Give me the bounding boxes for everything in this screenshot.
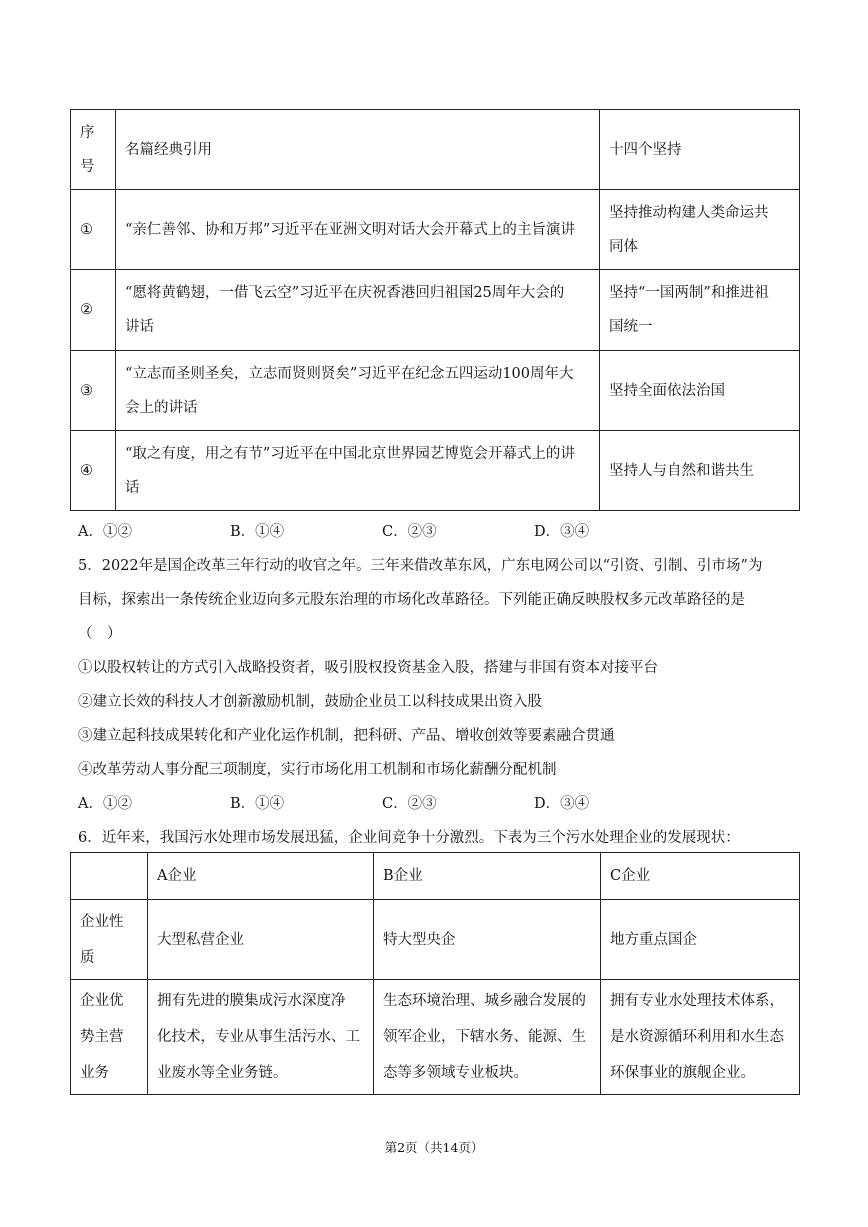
quote-cell: “取之有度，用之有节”习近平在中国北京世界园艺博览会开幕式上的讲 话	[116, 431, 600, 511]
option-d: D．③④	[534, 524, 590, 540]
cell-b: 特大型央企	[374, 900, 601, 980]
option-b: B．①④	[230, 524, 285, 540]
row-label: 企业性 质	[71, 900, 148, 980]
header-blank	[71, 853, 148, 900]
q5-item: ④改革劳动人事分配三项制度，实行市场化用工机制和市场化薪酬分配机制	[78, 762, 557, 778]
header-seq: 序号	[71, 110, 116, 190]
header-c: C企业	[601, 853, 800, 900]
q6-stem: 6．近年来，我国污水处理市场发展迅猛，企业间竞争十分激烈。下表为三个污水处理企业的发展现状：	[78, 830, 740, 846]
row-label: 企业优 势主营 业务	[71, 980, 148, 1095]
page-footer: 第2页（共14页）	[384, 1140, 484, 1155]
option-c: C．②③	[382, 796, 437, 812]
option-c: C．②③	[382, 524, 437, 540]
row-number: ①	[71, 190, 116, 270]
table-header-row	[71, 110, 800, 190]
table-row	[71, 190, 800, 270]
header-adherence: 十四个坚持	[600, 110, 800, 190]
q5-item: ③建立起科技成果转化和产业化运作机制，把科研、产品、增收创效等要素融合贯通	[78, 728, 615, 744]
header-quote: 名篇经典引用	[116, 110, 600, 190]
q5-stem-line: （ ）	[78, 626, 122, 642]
row-number: ④	[71, 431, 116, 511]
q5-stem-line: 5．2022年是国企改革三年行动的收官之年。三年来借改革东风，广东电网公司以“引资、引制、引市场”为	[78, 558, 763, 574]
enterprise-comparison-table	[70, 852, 800, 1095]
q5-stem-line: 目标，探索出一条传统企业迈向多元股东治理的市场化改革路径。下列能正确反映股权多元改革路径的是	[78, 592, 745, 608]
adherence-cell: 坚持人与自然和谐共生	[600, 431, 800, 511]
table-row	[71, 270, 800, 351]
table-header-row	[71, 853, 800, 900]
table-row	[71, 351, 800, 431]
cell-a: 拥有先进的膜集成污水深度净 化技术，专业从事生活污水、工 业废水等全业务链。	[148, 980, 374, 1095]
q5-item: ②建立长效的科技人才创新激励机制，鼓励企业员工以科技成果出资入股	[78, 694, 542, 710]
cell-c: 拥有专业水处理技术体系， 是水资源循环利用和水生态 环保事业的旗舰企业。	[601, 980, 800, 1095]
q5-item: ①以股权转让的方式引入战略投资者，吸引股权投资基金入股，搭建与非国有资本对接平台	[78, 660, 658, 676]
fourteen-adherences-table	[70, 109, 800, 511]
quote-cell: “愿将黄鹤翅，一借飞云空”习近平在庆祝香港回归祖国25周年大会的 讲话	[116, 270, 600, 351]
row-number: ②	[71, 270, 116, 351]
row-number: ③	[71, 351, 116, 431]
cell-c: 地方重点国企	[601, 900, 800, 980]
cell-a: 大型私营企业	[148, 900, 374, 980]
option-a: A．①②	[78, 796, 132, 812]
quote-cell: “亲仁善邻、协和万邦”习近平在亚洲文明对话大会开幕式上的主旨演讲	[116, 190, 600, 270]
adherence-cell: 坚持“一国两制”和推进祖 国统一	[600, 270, 800, 351]
table-row	[71, 431, 800, 511]
option-a: A．①②	[78, 524, 132, 540]
cell-b: 生态环境治理、城乡融合发展的 领军企业，下辖水务、能源、生 态等多领域专业板块。	[374, 980, 601, 1095]
option-d: D．③④	[534, 796, 590, 812]
table-row	[71, 980, 800, 1095]
adherence-cell: 坚持全面依法治国	[600, 351, 800, 431]
table-row	[71, 900, 800, 980]
quote-cell: “立志而圣则圣矣，立志而贤则贤矣”习近平在纪念五四运动100周年大 会上的讲话	[116, 351, 600, 431]
adherence-cell: 坚持推动构建人类命运共 同体	[600, 190, 800, 270]
header-b: B企业	[374, 853, 601, 900]
option-b: B．①④	[230, 796, 285, 812]
header-a: A企业	[148, 853, 374, 900]
